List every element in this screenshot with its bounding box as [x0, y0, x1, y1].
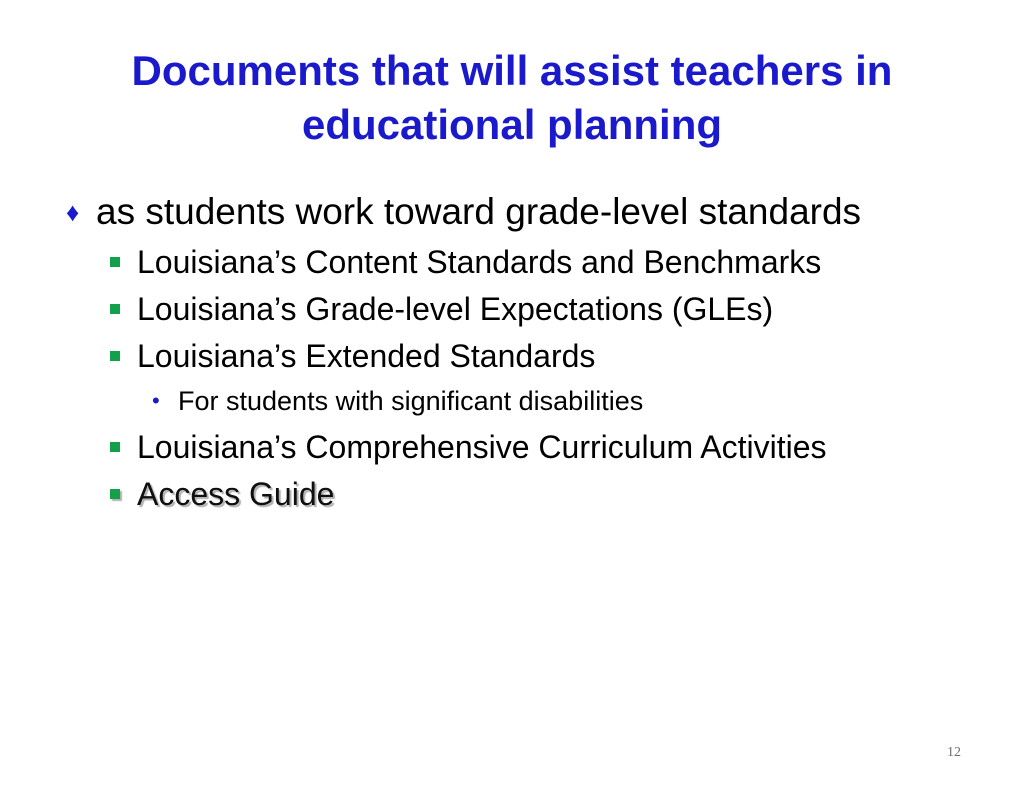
- list-item-text: Louisiana’s Extended Standards: [137, 338, 596, 374]
- square-bullet-icon: [110, 257, 120, 267]
- page-number: 12: [947, 745, 961, 760]
- list-item-text: Louisiana’s Content Standards and Benchmarks: [137, 244, 822, 280]
- list-item-text: Louisiana’s Comprehensive Curriculum Activities: [137, 429, 827, 465]
- square-bullet-icon: [110, 489, 120, 499]
- sub-list-item-text: For students with significant disabilities: [178, 386, 644, 416]
- list-item-text: Access Guide: [137, 476, 335, 512]
- slide-title-line-2: educational planning: [301, 101, 723, 148]
- round-bullet-icon: •: [152, 388, 160, 413]
- square-bullet-icon: [110, 351, 120, 361]
- square-bullet-icon: [110, 442, 120, 452]
- square-bullet-icon: [110, 304, 120, 314]
- list-item-text: Louisiana’s Grade-level Expectations (GLEs): [137, 291, 774, 327]
- slide-title-line-1: Documents that will assist teachers in: [131, 47, 893, 94]
- level1-bullet-text: as students work toward grade-level standards: [96, 191, 862, 232]
- diamond-bullet-icon: ♦: [66, 197, 80, 227]
